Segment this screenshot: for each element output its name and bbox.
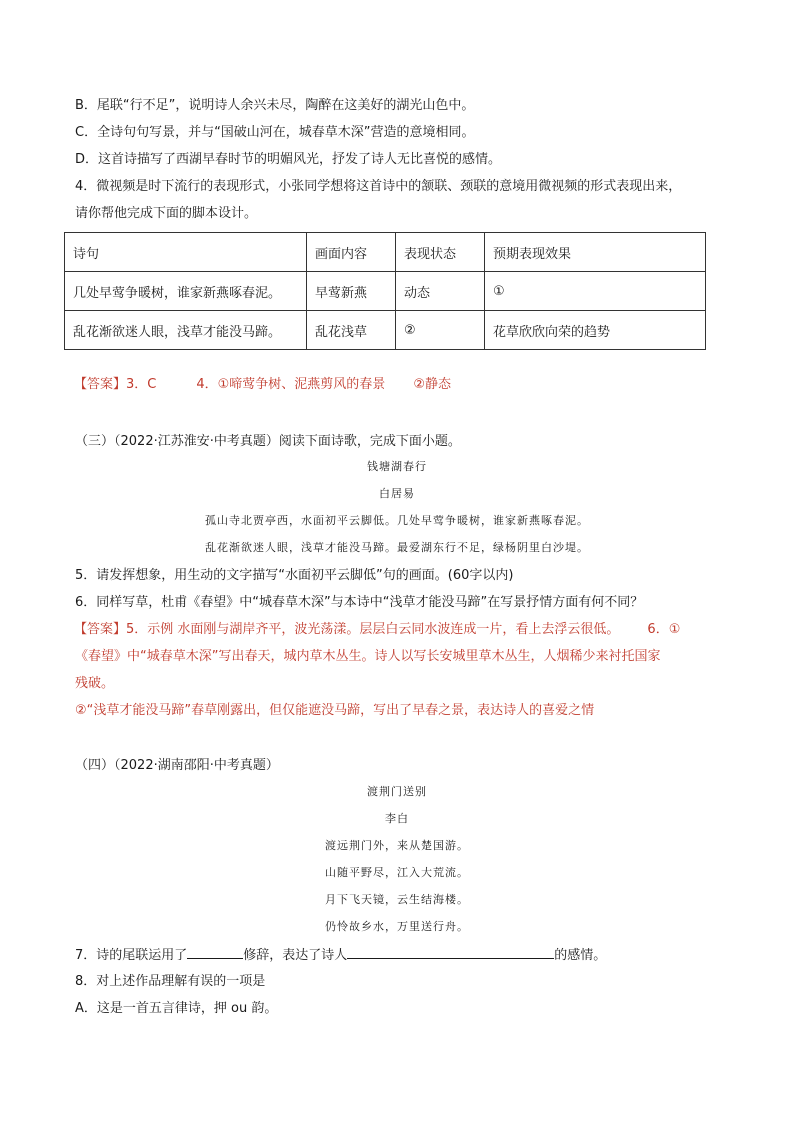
table-header: 画面内容 xyxy=(307,233,396,272)
table-cell: 动态 xyxy=(396,272,485,311)
table-header: 诗句 xyxy=(65,233,307,272)
question-8: 8．对上述作品理解有误的一项是 xyxy=(75,974,266,989)
table-cell: ① xyxy=(485,272,706,311)
table-cell: 花草欣欣向荣的趋势 xyxy=(485,311,706,350)
poem-line: 渡远荆门外，来从楚国游。 xyxy=(325,839,469,852)
answer-block-2 xyxy=(74,621,680,639)
table-cell: 乱花浅草 xyxy=(307,311,396,350)
question-7 xyxy=(75,946,606,965)
table-row xyxy=(65,311,706,350)
poem-line: 山随平野尽，江入大荒流。 xyxy=(325,866,469,879)
table-cell: 乱花渐欲迷人眼，浅草才能没马蹄。 xyxy=(65,311,307,350)
table-row xyxy=(65,272,706,311)
answer-3: 3．C xyxy=(126,377,157,392)
answer-6: 6．① xyxy=(647,622,681,637)
answer-tag: 【答案】 xyxy=(74,622,127,637)
poem-author: 白居易 xyxy=(379,487,415,500)
answer-4-b: ②静态 xyxy=(413,377,451,392)
question-7-part: 修辞，表达了诗人 xyxy=(243,948,348,963)
question-5: 5．请发挥想象，用生动的文字描写“水面初平云脚低”句的画面。(60字以内) xyxy=(75,568,514,583)
answer-5: 5．示例 水面刚与湖岸齐平，波光荡漾。层层白云同水波连成一片，看上去浮云很低。 xyxy=(126,622,620,637)
table-cell: 早莺新燕 xyxy=(307,272,396,311)
answer-6-line: 《春望》中“城春草木深”写出春天，城内草木丛生。诗人以写长安城里草木丛生，人烟稀少来衬托国家 xyxy=(75,649,661,664)
answer-tag: 【答案】 xyxy=(74,377,127,392)
section-3-heading: （三）（2022·江苏淮安·中考真题）阅读下面诗歌，完成下面小题。 xyxy=(75,434,461,449)
table-header: 预期表现效果 xyxy=(485,233,706,272)
poem-line: 仍怜故乡水，万里送行舟。 xyxy=(325,920,469,933)
table-cell: ② xyxy=(396,311,485,350)
answer-block-1 xyxy=(74,376,451,394)
poem-line: 月下飞天镜，云生结海楼。 xyxy=(325,893,469,906)
poem-line: 乱花渐欲迷人眼，浅草才能没马蹄。最爱湖东行不足，绿杨阴里白沙堤。 xyxy=(205,541,589,554)
option-b: B．尾联“行不足”，说明诗人余兴未尽，陶醉在这美好的湖光山色中。 xyxy=(75,98,475,113)
question-7-part: 的感情。 xyxy=(554,948,607,963)
poem-author: 李白 xyxy=(385,812,409,825)
answer-6-line: 残破。 xyxy=(75,676,115,691)
poem-title: 钱塘湖春行 xyxy=(367,460,427,473)
table-header-row xyxy=(65,233,706,272)
table-header: 表现状态 xyxy=(396,233,485,272)
question-6: 6．同样写草，杜甫《春望》中“城春草木深”与本诗中“浅草才能没马蹄”在写景抒情方面有何不同？ xyxy=(75,595,644,610)
answer-blank[interactable] xyxy=(187,946,243,959)
answer-6-line: ②“浅草才能没马蹄”春草刚露出，但仅能遮没马蹄，写出了早春之景，表达诗人的喜爱之情 xyxy=(75,703,595,718)
answer-blank[interactable] xyxy=(347,946,554,959)
poem-line: 孤山寺北贾亭西，水面初平云脚低。几处早莺争暖树，谁家新燕啄春泥。 xyxy=(205,514,589,527)
question-4-line1: 4．微视频是时下流行的表现形式，小张同学想将这首诗中的颔联、颈联的意境用微视频的形式表现出来， xyxy=(75,179,682,194)
table-cell: 几处早莺争暖树，谁家新燕啄春泥。 xyxy=(65,272,307,311)
option-d: D．这首诗描写了西湖早春时节的明媚风光，抒发了诗人无比喜悦的感情。 xyxy=(75,152,502,167)
question-7-part: 7．诗的尾联运用了 xyxy=(75,948,188,963)
question-4-line2: 请你帮他完成下面的脚本设计。 xyxy=(75,206,258,221)
poem-title: 渡荆门送别 xyxy=(367,785,427,798)
answer-4: 4．①啼莺争树、泥燕剪风的春景 xyxy=(196,377,386,392)
option-a: A．这是一首五言律诗，押 ou 韵。 xyxy=(75,1001,278,1016)
option-c: C．全诗句句写景，并与“国破山河在，城春草木深”营造的意境相同。 xyxy=(75,125,475,140)
section-4-heading: （四）（2022·湖南邵阳·中考真题） xyxy=(75,758,279,773)
script-table xyxy=(64,232,706,350)
